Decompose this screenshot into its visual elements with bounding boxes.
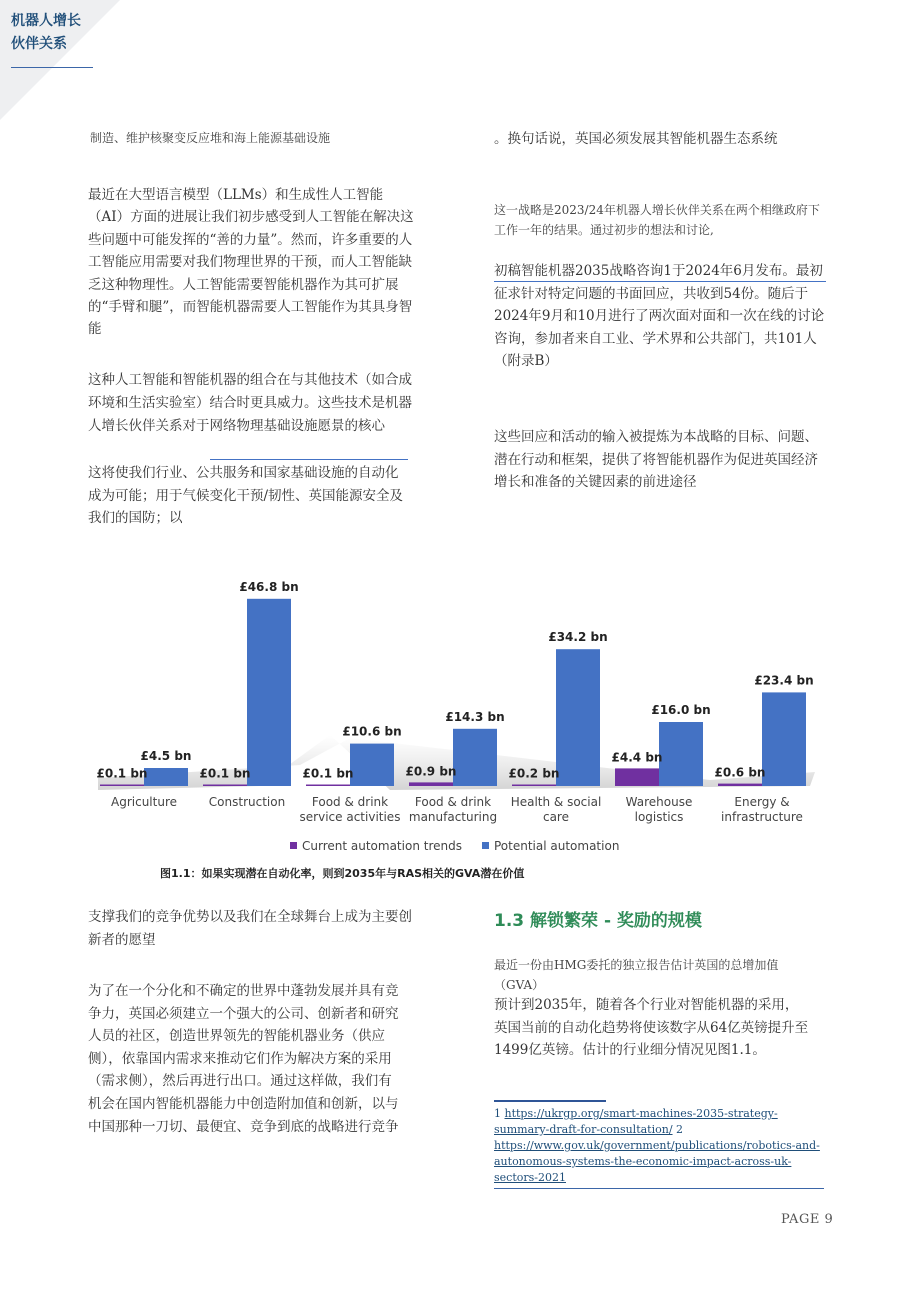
label-potential-5: £16.0 bn bbox=[651, 703, 711, 717]
footnote-rule bbox=[494, 1100, 606, 1102]
left-para-4: 这将使我们行业、公共服务和国家基础设施的自动化成为可能；用于气候变化干预/韧性、英国能源安全及我们的国防；以 bbox=[88, 465, 404, 526]
category-label-6-1: infrastructure bbox=[721, 810, 803, 824]
footnote-link-2[interactable]: https://www.gov.uk/government/publications/robotics-and-autonomous-systems-the-economic-impact-across-uk-sectors-2021 bbox=[494, 1139, 820, 1184]
left-para-2: 最近在大型语言模型（LLMs）和生成性人工智能（AI）方面的进展让我们初步感受到人工智能在解决这些问题中可能发挥的“善的力量”。然而，许多重要的人工智能应用需要对我们物理世界的干预，而人工智能缺乏这种物理性。人工智能需要智能机器作为其可扩展的“手臂和腿”，而智能机器需要人工智能作为其具身智能 bbox=[88, 187, 414, 338]
bar-potential-1 bbox=[247, 599, 291, 786]
footnotes bbox=[494, 1106, 824, 1189]
legend-swatch-0 bbox=[290, 842, 297, 849]
label-potential-6: £23.4 bn bbox=[754, 673, 814, 688]
page-number: PAGE 9 bbox=[781, 1212, 834, 1227]
category-label-4-0: Health & social bbox=[510, 795, 602, 809]
label-current-4: £0.2 bn bbox=[508, 766, 560, 781]
category-label-2-1: service activities bbox=[299, 810, 401, 824]
left-bottom-para-1: 支撑我们的竞争优势以及我们在全球舞台上成为主要创新者的愿望 bbox=[88, 909, 412, 948]
category-label-5-1: logistics bbox=[634, 810, 684, 824]
bar-current-6 bbox=[718, 784, 762, 786]
bar-current-3 bbox=[409, 782, 453, 786]
bar-current-4 bbox=[512, 785, 556, 787]
figure-caption: 图1.1：如果实现潜在自动化率，则到2035年与RAS相关的GVA潜在价值 bbox=[160, 867, 525, 880]
right-para-4: 这些回应和活动的输入被提炼为本战略的目标、问题、潜在行动和框架，提供了将智能机器作为促进英国经济增长和准备的关键因素的前进途径 bbox=[494, 429, 818, 490]
footnote-number-1: 1 bbox=[494, 1107, 501, 1120]
bar-potential-0 bbox=[144, 768, 188, 786]
header-rule bbox=[11, 67, 93, 68]
section-para-1: 最近一份由HMG委托的独立报告估计英国的总增加值（GVA） bbox=[494, 958, 779, 992]
label-potential-3: £14.3 bn bbox=[445, 709, 505, 724]
category-label-2-0: Food & drink bbox=[311, 795, 389, 809]
category-label-6-0: Energy & bbox=[734, 795, 790, 809]
left-para-1: 制造、维护核聚变反应堆和海上能源基础设施 bbox=[90, 131, 331, 145]
category-label-3-1: manufacturing bbox=[408, 810, 498, 824]
bar-potential-2 bbox=[350, 744, 394, 786]
footnote-link-1[interactable]: https://ukrgp.org/smart-machines-2035-strategy-summary-draft-for-consultation/ bbox=[494, 1107, 778, 1136]
label-current-0: £0.1 bn bbox=[96, 766, 148, 781]
bar-potential-4 bbox=[556, 649, 600, 786]
left-bottom-para-2: 为了在一个分化和不确定的世界中蓬勃发展并具有竞争力，英国必须建立一个强大的公司、创新者和研究人员的社区，创造世界领先的智能机器业务（供应侧），依靠国内需求来推动它们作为解决方案的采用（需求侧），然后再进行出口。通过这样做，我们有机会在国内智能机器能力中创造附加值和创新，以与中国那种一刀切、最便宜、竞争到底的战略进行竞争 bbox=[88, 983, 399, 1135]
text-underline bbox=[210, 459, 408, 460]
label-current-1: £0.1 bn bbox=[199, 766, 251, 781]
category-label-5-0: Warehouse bbox=[625, 795, 693, 809]
category-label-0-0: Agriculture bbox=[111, 795, 177, 809]
label-potential-2: £10.6 bn bbox=[342, 724, 402, 739]
header bbox=[11, 10, 81, 56]
label-current-2: £0.1 bn bbox=[302, 766, 354, 781]
label-potential-4: £34.2 bn bbox=[548, 630, 608, 645]
legend-swatch-1 bbox=[482, 842, 489, 849]
label-current-5: £4.4 bn bbox=[611, 750, 663, 765]
bar-current-0 bbox=[100, 785, 144, 787]
header-title-line1: 机器人增长 bbox=[11, 13, 81, 29]
text-underline-right bbox=[494, 281, 826, 282]
category-label-4-1: care bbox=[542, 810, 570, 824]
right-para-3: 初稿智能机器2035战略咨询1于2024年6月发布。最初征求针对特定问题的书面回应，共收到54份。随后于2024年9月和10月进行了两次面对面和一次在线的讨论咨询，参加者来自工业、学术界和公共部门，共101人（附录B） bbox=[494, 263, 825, 370]
category-label-1-0: Construction bbox=[208, 795, 286, 809]
gva-bar-chart bbox=[90, 560, 830, 860]
section-para-2: 预计到2035年，随着各个行业对智能机器的采用，英国当前的自动化趋势将使该数字从64亿英镑提升至1499亿英镑。估计的行业细分情况见图1.1。 bbox=[494, 997, 809, 1058]
category-label-3-0: Food & drink bbox=[414, 795, 492, 809]
label-potential-0: £4.5 bn bbox=[140, 749, 192, 763]
header-title-line2: 伙伴关系 bbox=[11, 36, 67, 52]
label-current-3: £0.9 bn bbox=[405, 764, 457, 779]
right-para-1: 。换句话说，英国必须发展其智能机器生态系统 bbox=[494, 131, 778, 147]
left-para-3: 这种人工智能和智能机器的组合在与其他技术（如合成环境和生活实验室）结合时更具威力。这些技术是机器人增长伙伴关系对于网络物理基础设施愿景的核心 bbox=[88, 372, 412, 434]
bar-current-5 bbox=[615, 768, 659, 786]
bar-current-1 bbox=[203, 785, 247, 787]
label-potential-1: £46.8 bn bbox=[239, 579, 299, 594]
bar-potential-3 bbox=[453, 729, 497, 786]
bar-current-2 bbox=[306, 785, 350, 787]
footnote-number-2: 2 bbox=[676, 1123, 684, 1136]
right-para-2: 这一战略是2023/24年机器人增长伙伴关系在两个相继政府下工作一年的结果。通过初步的想法和讨论, bbox=[494, 203, 820, 237]
section-heading: 1.3 解锁繁荣 - 奖励的规模 bbox=[494, 911, 702, 931]
legend-label-0: Current automation trends bbox=[302, 839, 462, 853]
bar-potential-5 bbox=[659, 722, 703, 786]
label-current-6: £0.6 bn bbox=[714, 765, 766, 780]
bar-potential-6 bbox=[762, 692, 806, 786]
legend-label-1: Potential automation bbox=[494, 839, 620, 853]
